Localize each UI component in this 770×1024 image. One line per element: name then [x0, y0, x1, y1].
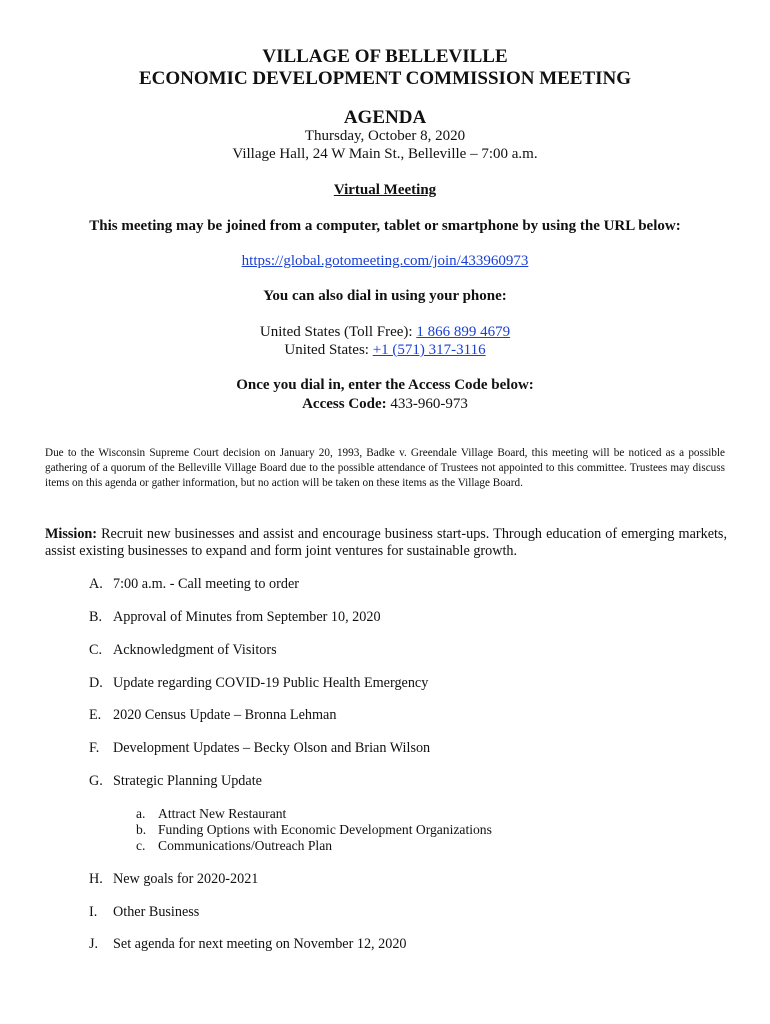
agenda-item-letter: G.: [89, 773, 103, 789]
agenda-item-letter: H.: [89, 871, 103, 887]
agenda-subitem-text: Funding Options with Economic Development Organizations: [158, 822, 492, 837]
agenda-item-text: Development Updates – Becky Olson and Brian Wilson: [113, 740, 431, 756]
agenda-item-letter: F.: [89, 740, 100, 756]
toll-free-line: [0, 324, 770, 341]
agenda-item-text: Strategic Planning Update: [113, 773, 262, 789]
meeting-location: Village Hall, 24 W Main St., Belleville – 7:00 a.m.: [232, 146, 538, 162]
access-code-line: [0, 396, 770, 413]
mission-statement: [45, 526, 727, 560]
agenda-item: [89, 740, 430, 757]
join-instructions: This meeting may be joined from a computer, tablet or smartphone by using the URL below:: [89, 218, 681, 234]
village-title: VILLAGE OF BELLEVILLE: [262, 46, 508, 67]
agenda-subitem-letter: c.: [136, 838, 146, 853]
quorum-notice: Due to the Wisconsin Supreme Court decision on January 20, 1993, Badke v. Greendale Village Board, this meeting will be noticed as a possible gathering of a quorum of the Belleville Village Board due to the possible attendance of Trustees not appointed to this committee. Trustees may discuss items on this agenda or gather information, but no action will be taken on these items as the Village Board.: [45, 447, 725, 489]
agenda-item-letter: J.: [89, 936, 99, 952]
agenda-subitem-letter: a.: [136, 806, 146, 821]
agenda-item: [89, 576, 299, 593]
agenda-item-text: 7:00 a.m. - Call meeting to order: [113, 576, 299, 592]
agenda-item: [89, 871, 258, 888]
us-phone-number-link[interactable]: +1 (571) 317-3116: [372, 342, 486, 358]
mission-text: Recruit new businesses and assist and encourage business start-ups. Through education of emerging markets, assist existing businesses to expand and form joint ventures for sustainable growth.: [45, 526, 727, 559]
virtual-meeting-label: Virtual Meeting: [333, 182, 437, 198]
agenda-item-letter: A.: [89, 576, 103, 592]
virtual-meeting-heading: [0, 182, 770, 199]
agenda-item-text: Set agenda for next meeting on November 12, 2020: [113, 936, 407, 952]
agenda-subitem-letter: b.: [136, 822, 147, 837]
agenda-item-text: Approval of Minutes from September 10, 2020: [113, 609, 381, 625]
toll-free-number-link[interactable]: 1 866 899 4679: [416, 324, 511, 340]
agenda-item-letter: B.: [89, 609, 103, 625]
access-instructions: Once you dial in, enter the Access Code below:: [236, 377, 534, 393]
agenda-item-text: New goals for 2020-2021: [113, 871, 259, 887]
agenda-subitem: [136, 806, 286, 822]
agenda-subitem: [136, 822, 492, 838]
agenda-item-letter: E.: [89, 707, 102, 723]
toll-free-label: United States (Toll Free):: [259, 324, 417, 340]
agenda-item: [89, 707, 336, 724]
meeting-url-link[interactable]: https://global.gotomeeting.com/join/433960973: [241, 253, 529, 269]
agenda-item-text: 2020 Census Update – Bronna Lehman: [113, 707, 337, 723]
agenda-item-text: Other Business: [113, 904, 200, 920]
meeting-url-line: [0, 253, 770, 270]
agenda-item-text: Acknowledgment of Visitors: [113, 642, 277, 658]
agenda-item: [89, 904, 199, 921]
agenda-item-letter: C.: [89, 642, 103, 658]
access-code-value: 433-960-973: [386, 396, 468, 412]
agenda-item: [89, 642, 277, 659]
mission-label: Mission:: [45, 526, 98, 542]
us-phone-line: [0, 342, 770, 359]
access-code-label: Access Code:: [302, 396, 387, 412]
agenda-item: [89, 675, 428, 692]
agenda-item-letter: I.: [89, 904, 98, 920]
dial-in-heading: You can also dial in using your phone:: [263, 288, 507, 304]
agenda-item: [89, 773, 262, 790]
agenda-heading: AGENDA: [343, 107, 427, 128]
agenda-item-letter: D.: [89, 675, 103, 691]
agenda-subitem: [136, 838, 332, 854]
agenda-subitem-text: Attract New Restaurant: [158, 806, 287, 821]
meeting-date: Thursday, October 8, 2020: [304, 128, 466, 144]
agenda-item: [89, 936, 407, 953]
agenda-item: [89, 609, 381, 626]
commission-title: ECONOMIC DEVELOPMENT COMMISSION MEETING: [138, 68, 632, 89]
us-phone-label: United States:: [284, 342, 373, 358]
agenda-item-text: Update regarding COVID-19 Public Health Emergency: [113, 675, 429, 691]
agenda-subitem-text: Communications/Outreach Plan: [158, 838, 333, 853]
